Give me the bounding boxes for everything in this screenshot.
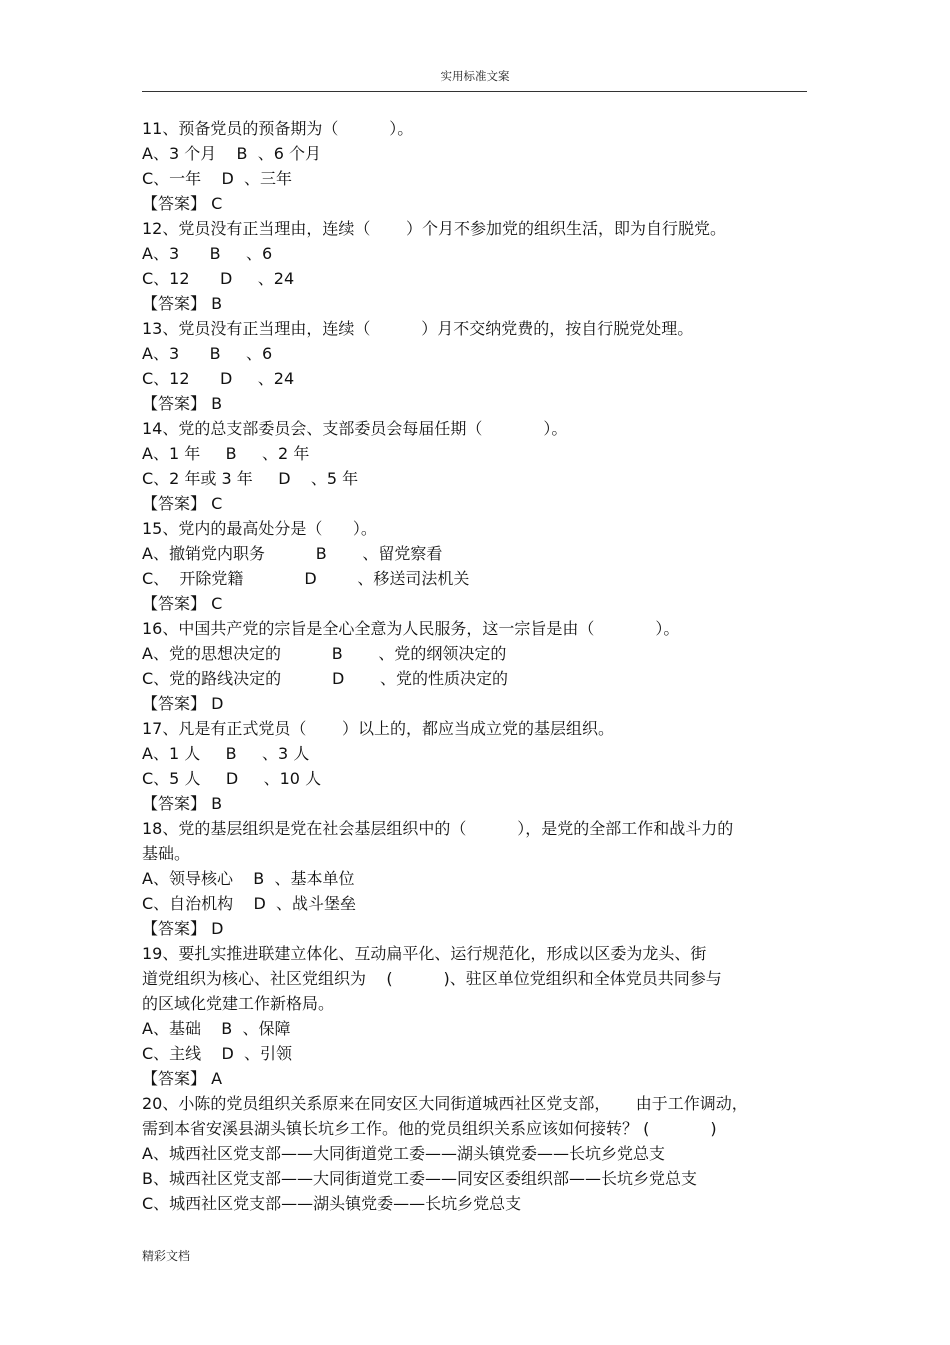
document-line: 18、党的基层组织是党在社会基层组织中的（ ），是党的全部工作和战斗力的 xyxy=(142,819,734,838)
document-line: 16、中国共产党的宗旨是全心全意为人民服务，这一宗旨是由（ ）。 xyxy=(142,619,680,638)
document-line: 13、党员没有正当理由，连续（ ）月不交纳党费的，按自行脱党处理。 xyxy=(142,319,694,338)
document-line: C、城西社区党支部——湖头镇党委——长坑乡党总支 xyxy=(142,1194,522,1213)
document-line: 【答案】 B xyxy=(142,294,223,313)
document-line: 【答案】 D xyxy=(142,919,224,938)
document-line: C、主线 D 、引领 xyxy=(142,1044,293,1063)
document-line: C、2 年或 3 年 D 、5 年 xyxy=(142,469,359,488)
document-line: A、基础 B 、保障 xyxy=(142,1019,291,1038)
document-line: A、1 年 B 、2 年 xyxy=(142,444,310,463)
document-line: A、党的思想决定的 B 、党的纲领决定的 xyxy=(142,644,507,663)
document-line: C、12 D 、24 xyxy=(142,369,295,388)
document-line: C、 开除党籍 D 、移送司法机关 xyxy=(142,569,470,588)
document-body xyxy=(142,116,808,1216)
header-divider xyxy=(142,91,807,92)
document-line: A、领导核心 B 、基本单位 xyxy=(142,869,355,888)
page-footer-text: 精彩文档 xyxy=(142,1249,191,1263)
document-line: 的区域化党建工作新格局。 xyxy=(142,994,335,1013)
document-line: 【答案】 C xyxy=(142,494,223,513)
document-line: 【答案】 C xyxy=(142,194,223,213)
document-line: 道党组织为核心、社区党组织为 ( )、驻区单位党组织和全体党员共同参与 xyxy=(142,969,722,988)
document-line: A、城西社区党支部——大同街道党工委——湖头镇党委——长坑乡党总支 xyxy=(142,1144,665,1163)
document-line: A、3 B 、6 xyxy=(142,244,273,263)
document-line: 【答案】 C xyxy=(142,594,223,613)
document-line: 15、党内的最高处分是（ ）。 xyxy=(142,519,377,538)
document-line: A、3 个月 B 、6 个月 xyxy=(142,144,321,163)
page-header-title: 实用标准文案 xyxy=(440,69,510,83)
document-line: A、1 人 B 、3 人 xyxy=(142,744,310,763)
document-line: 【答案】 B xyxy=(142,394,223,413)
document-line: B、城西社区党支部——大同街道党工委——同安区委组织部——长坑乡党总支 xyxy=(142,1169,697,1188)
document-line: 【答案】 D xyxy=(142,694,224,713)
document-line: 【答案】 A xyxy=(142,1069,223,1088)
document-line: 【答案】 B xyxy=(142,794,223,813)
document-line: C、一年 D 、三年 xyxy=(142,169,293,188)
document-line: 12、党员没有正当理由，连续（ ）个月不参加党的组织生活，即为自行脱党。 xyxy=(142,219,726,238)
document-line: C、5 人 D 、10 人 xyxy=(142,769,322,788)
document-line: C、12 D 、24 xyxy=(142,269,295,288)
document-line: 20、小陈的党员组织关系原来在同安区大同街道城西社区党支部， 由于工作调动， xyxy=(142,1094,748,1113)
document-line: 基础。 xyxy=(142,844,191,863)
document-line: 11、预备党员的预备期为（ ）。 xyxy=(142,119,414,138)
document-line: C、党的路线决定的 D 、党的性质决定的 xyxy=(142,669,508,688)
document-line: 19、要扎实推进联建立体化、互动扁平化、运行规范化，形成以区委为龙头、街 xyxy=(142,944,707,963)
document-line: 14、党的总支部委员会、支部委员会每届任期（ ）。 xyxy=(142,419,568,438)
document-line: C、自治机构 D 、战斗堡垒 xyxy=(142,894,357,913)
document-line: 需到本省安溪县湖头镇长坑乡工作。他的党员组织关系应该如何接转？ ( ) xyxy=(142,1119,717,1138)
document-line: 17、凡是有正式党员（ ）以上的，都应当成立党的基层组织。 xyxy=(142,719,614,738)
document-line: A、撤销党内职务 B 、留党察看 xyxy=(142,544,443,563)
document-line: A、3 B 、6 xyxy=(142,344,273,363)
